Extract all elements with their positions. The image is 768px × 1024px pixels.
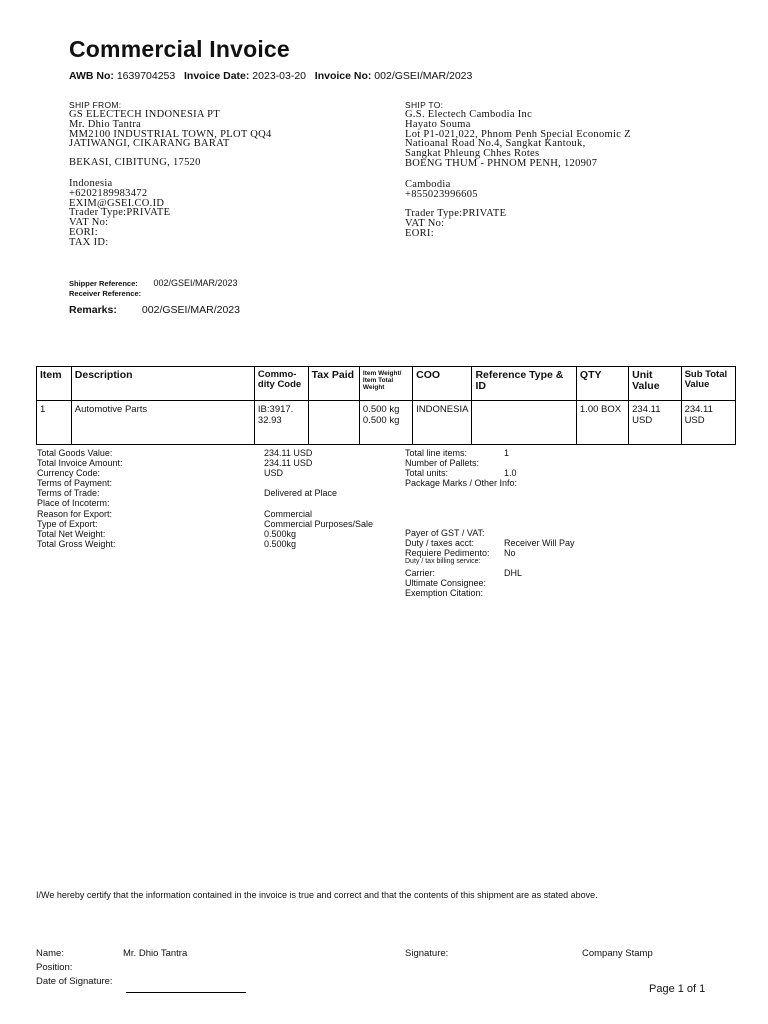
- ship-from-email: EXIM@GSEI.CO.ID: [69, 197, 165, 209]
- ship-from-phone: +6202189983472: [69, 187, 148, 199]
- invoice-date-value: 2023-03-20: [252, 70, 307, 82]
- reason-for-export: [37, 509, 373, 519]
- total-goods-value: [37, 448, 373, 458]
- field-label: Terms of Payment:: [37, 478, 113, 489]
- field-value: Receiver Will Pay: [504, 538, 575, 549]
- cell-subtotal-currency: USD: [684, 415, 705, 426]
- ship-from-line: Mr. Dhio Tantra: [69, 118, 142, 130]
- cell-unit-value: 234.11: [632, 404, 661, 415]
- cell-qty: 1.00 BOX: [576, 401, 628, 445]
- invoice-title: Commercial Invoice: [69, 36, 290, 62]
- cell-unit-currency: USD: [632, 415, 653, 426]
- cell-subtotal-value: 234.11: [684, 404, 713, 415]
- ship-from-city: BEKASI, CIBITUNG, 17520: [69, 157, 201, 169]
- type-of-export: [37, 519, 373, 529]
- remarks-label: Remarks:: [69, 304, 117, 316]
- field-label: Place of Incoterm:: [37, 498, 110, 509]
- field-label: Total units:: [405, 468, 449, 479]
- receiver-reference: [69, 283, 149, 301]
- ship-from-line: MM2100 INDUSTRIAL TOWN, PLOT QQ4: [69, 128, 272, 140]
- field-value: 234.11 USD: [264, 458, 313, 469]
- signer-name: [36, 947, 187, 961]
- certification-statement: I/We hereby certify that the information contained in the invoice is true and correct and that the contents of this shipment are as stated above.: [36, 890, 598, 900]
- package-marks: [405, 478, 517, 488]
- total-invoice-amount: [37, 458, 373, 468]
- items-table: [36, 366, 736, 445]
- ship-from-vat: VAT No:: [69, 217, 109, 229]
- total-units: [405, 468, 517, 478]
- cell-commodity-code: IB:3917. 32.93: [254, 401, 308, 445]
- field-value: 1.0: [504, 468, 517, 479]
- place-of-incoterm: [37, 498, 373, 508]
- position-label: Position:: [36, 962, 73, 973]
- field-label: Duty / taxes acct:: [405, 538, 475, 549]
- totals-right-bottom: [405, 528, 575, 599]
- col-subtotal: Sub Total Value: [681, 367, 735, 401]
- field-label: Number of Pallets:: [405, 458, 480, 469]
- field-label: Total Goods Value:: [37, 448, 113, 458]
- cell-total-weight: 0.500 kg: [362, 415, 400, 426]
- page-number: Page 1 of 1: [649, 983, 706, 995]
- field-label: Requiere Pedimento:: [405, 548, 490, 559]
- field-value: Delivered at Place: [264, 488, 338, 499]
- cell-reference: [472, 401, 576, 445]
- name-value: Mr. Dhio Tantra: [123, 948, 188, 959]
- ship-to-line: Natioanal Road No.4, Sangkat Kantouk,: [405, 138, 586, 150]
- ship-from-country: Indonesia: [69, 177, 113, 189]
- cell-unit: [629, 401, 681, 445]
- field-value: DHL: [504, 568, 523, 579]
- ship-from-line: GS ELECTECH INDONESIA PT: [69, 109, 220, 120]
- field-label: Ultimate Consignee:: [405, 578, 487, 589]
- name-label: Name:: [36, 948, 64, 959]
- ship-to-trader-type: Trader Type:PRIVATE: [405, 208, 507, 220]
- field-label: Reason for Export:: [37, 508, 113, 519]
- field-value: 1: [504, 448, 510, 458]
- requiere-pedimento: [405, 548, 575, 558]
- ship-to-country: Cambodia: [405, 178, 451, 190]
- field-label: Payer of GST / VAT:: [405, 528, 485, 538]
- awb-label: AWB No:: [69, 70, 114, 82]
- cell-description: Automotive Parts: [71, 401, 254, 445]
- number-of-pallets: [405, 458, 517, 468]
- field-value: 234.11 USD: [264, 448, 313, 458]
- field-value: Commercial Purposes/Sale: [264, 518, 374, 529]
- field-label: Exemption Citation:: [405, 588, 484, 599]
- receiver-reference-label: Receiver Reference:: [69, 289, 142, 298]
- remarks-value: 002/GSEI/MAR/2023: [141, 304, 240, 316]
- ship-from-label: SHIP FROM:: [69, 100, 122, 110]
- shipper-reference-label: Shipper Reference:: [69, 279, 138, 288]
- footer-left: [36, 947, 187, 989]
- ship-from-trader-type: Trader Type:PRIVATE: [69, 207, 171, 219]
- field-label: Package Marks / Other Info:: [405, 478, 518, 489]
- totals-right-top: [405, 448, 517, 488]
- field-label: Terms of Trade:: [37, 488, 100, 499]
- field-label: Duty / tax billing service:: [405, 558, 481, 566]
- col-unit-value: Unit Value: [629, 367, 681, 401]
- field-label: Total Invoice Amount:: [37, 458, 123, 469]
- field-label: Carrier:: [405, 568, 436, 579]
- cell-item-weight: 0.500 kg: [362, 404, 400, 415]
- totals-left: [37, 448, 373, 549]
- field-label: Total line items:: [405, 448, 468, 458]
- field-value: Commercial: [264, 508, 313, 519]
- col-qty: QTY: [576, 367, 628, 401]
- ship-to-line: Lot P1-021,022, Phnom Penh Special Economic Z: [405, 128, 631, 140]
- ship-to-line: Sangkat Phleung Chhes Rotes: [405, 148, 540, 160]
- date-signature-line: [126, 992, 246, 993]
- company-stamp-label: Company Stamp: [582, 948, 653, 959]
- ship-from-line: JATIWANGI, CIKARANG BARAT: [69, 138, 230, 150]
- duty-tax-billing-service: [405, 558, 575, 566]
- field-value: 0.500kg: [264, 528, 297, 539]
- ship-to-line: G.S. Electech Cambodia Inc: [405, 109, 533, 120]
- ship-from-taxid: TAX ID:: [69, 236, 109, 248]
- ship-to-phone: +855023996605: [405, 188, 478, 200]
- invoice-date-label: Invoice Date:: [184, 70, 250, 82]
- cell-coo: INDONESIA: [413, 401, 472, 445]
- invoice-number-value: 002/GSEI/MAR/2023: [374, 70, 473, 82]
- payer-of-gst: [405, 528, 575, 538]
- field-label: Currency Code:: [37, 468, 101, 479]
- col-item: Item: [37, 367, 72, 401]
- ship-to-label: SHIP TO:: [405, 100, 444, 110]
- cell-subtotal: [681, 401, 735, 445]
- date-of-signature-label: Date of Signature:: [36, 976, 113, 987]
- exemption-citation: [405, 588, 575, 598]
- currency-code: [37, 468, 373, 478]
- ship-to-vat: VAT No:: [405, 218, 445, 230]
- total-gross-weight: [37, 539, 373, 549]
- carrier: [405, 568, 575, 578]
- field-label: Total Net Weight:: [37, 528, 106, 539]
- cell-tax-paid: [308, 401, 359, 445]
- ship-to-line: BOENG THUM - PHNOM PENH, 120907: [405, 157, 598, 169]
- field-label: Total Gross Weight:: [37, 538, 116, 549]
- duty-taxes-account: [405, 538, 575, 548]
- col-coo: COO: [413, 367, 472, 401]
- ship-from-eori: EORI:: [69, 226, 98, 238]
- ship-to-block: [405, 100, 631, 239]
- ultimate-consignee: [405, 578, 575, 588]
- field-label: Type of Export:: [37, 518, 98, 529]
- col-tax-paid: Tax Paid: [308, 367, 359, 401]
- shipper-reference-value: 002/GSEI/MAR/2023: [153, 278, 238, 288]
- invoice-number-label: Invoice No:: [314, 70, 372, 82]
- terms-of-trade: [37, 488, 373, 498]
- ship-from-block: [69, 100, 272, 248]
- col-item-weight: Item Weight/ Item Total Weight: [359, 367, 412, 401]
- invoice-header-line: [69, 70, 472, 82]
- cell-item: 1: [37, 401, 72, 445]
- cell-weight: [359, 401, 412, 445]
- table-header-row: [37, 367, 736, 401]
- col-commodity-code: Commo-dity Code: [254, 367, 308, 401]
- ship-to-line: Hayato Souma: [405, 118, 471, 130]
- col-description: Description: [71, 367, 254, 401]
- field-value: USD: [264, 468, 284, 479]
- col-reference: Reference Type & ID: [472, 367, 576, 401]
- awb-value: 1639704253: [116, 70, 176, 82]
- field-value: 0.500kg: [264, 538, 297, 549]
- signature-label: Signature:: [405, 948, 449, 959]
- total-line-items: [405, 448, 517, 458]
- ship-to-eori: EORI:: [405, 227, 434, 239]
- terms-of-payment: [37, 478, 373, 488]
- table-row: [37, 401, 736, 445]
- field-value: No: [504, 548, 516, 559]
- total-net-weight: [37, 529, 373, 539]
- remarks: [69, 304, 240, 316]
